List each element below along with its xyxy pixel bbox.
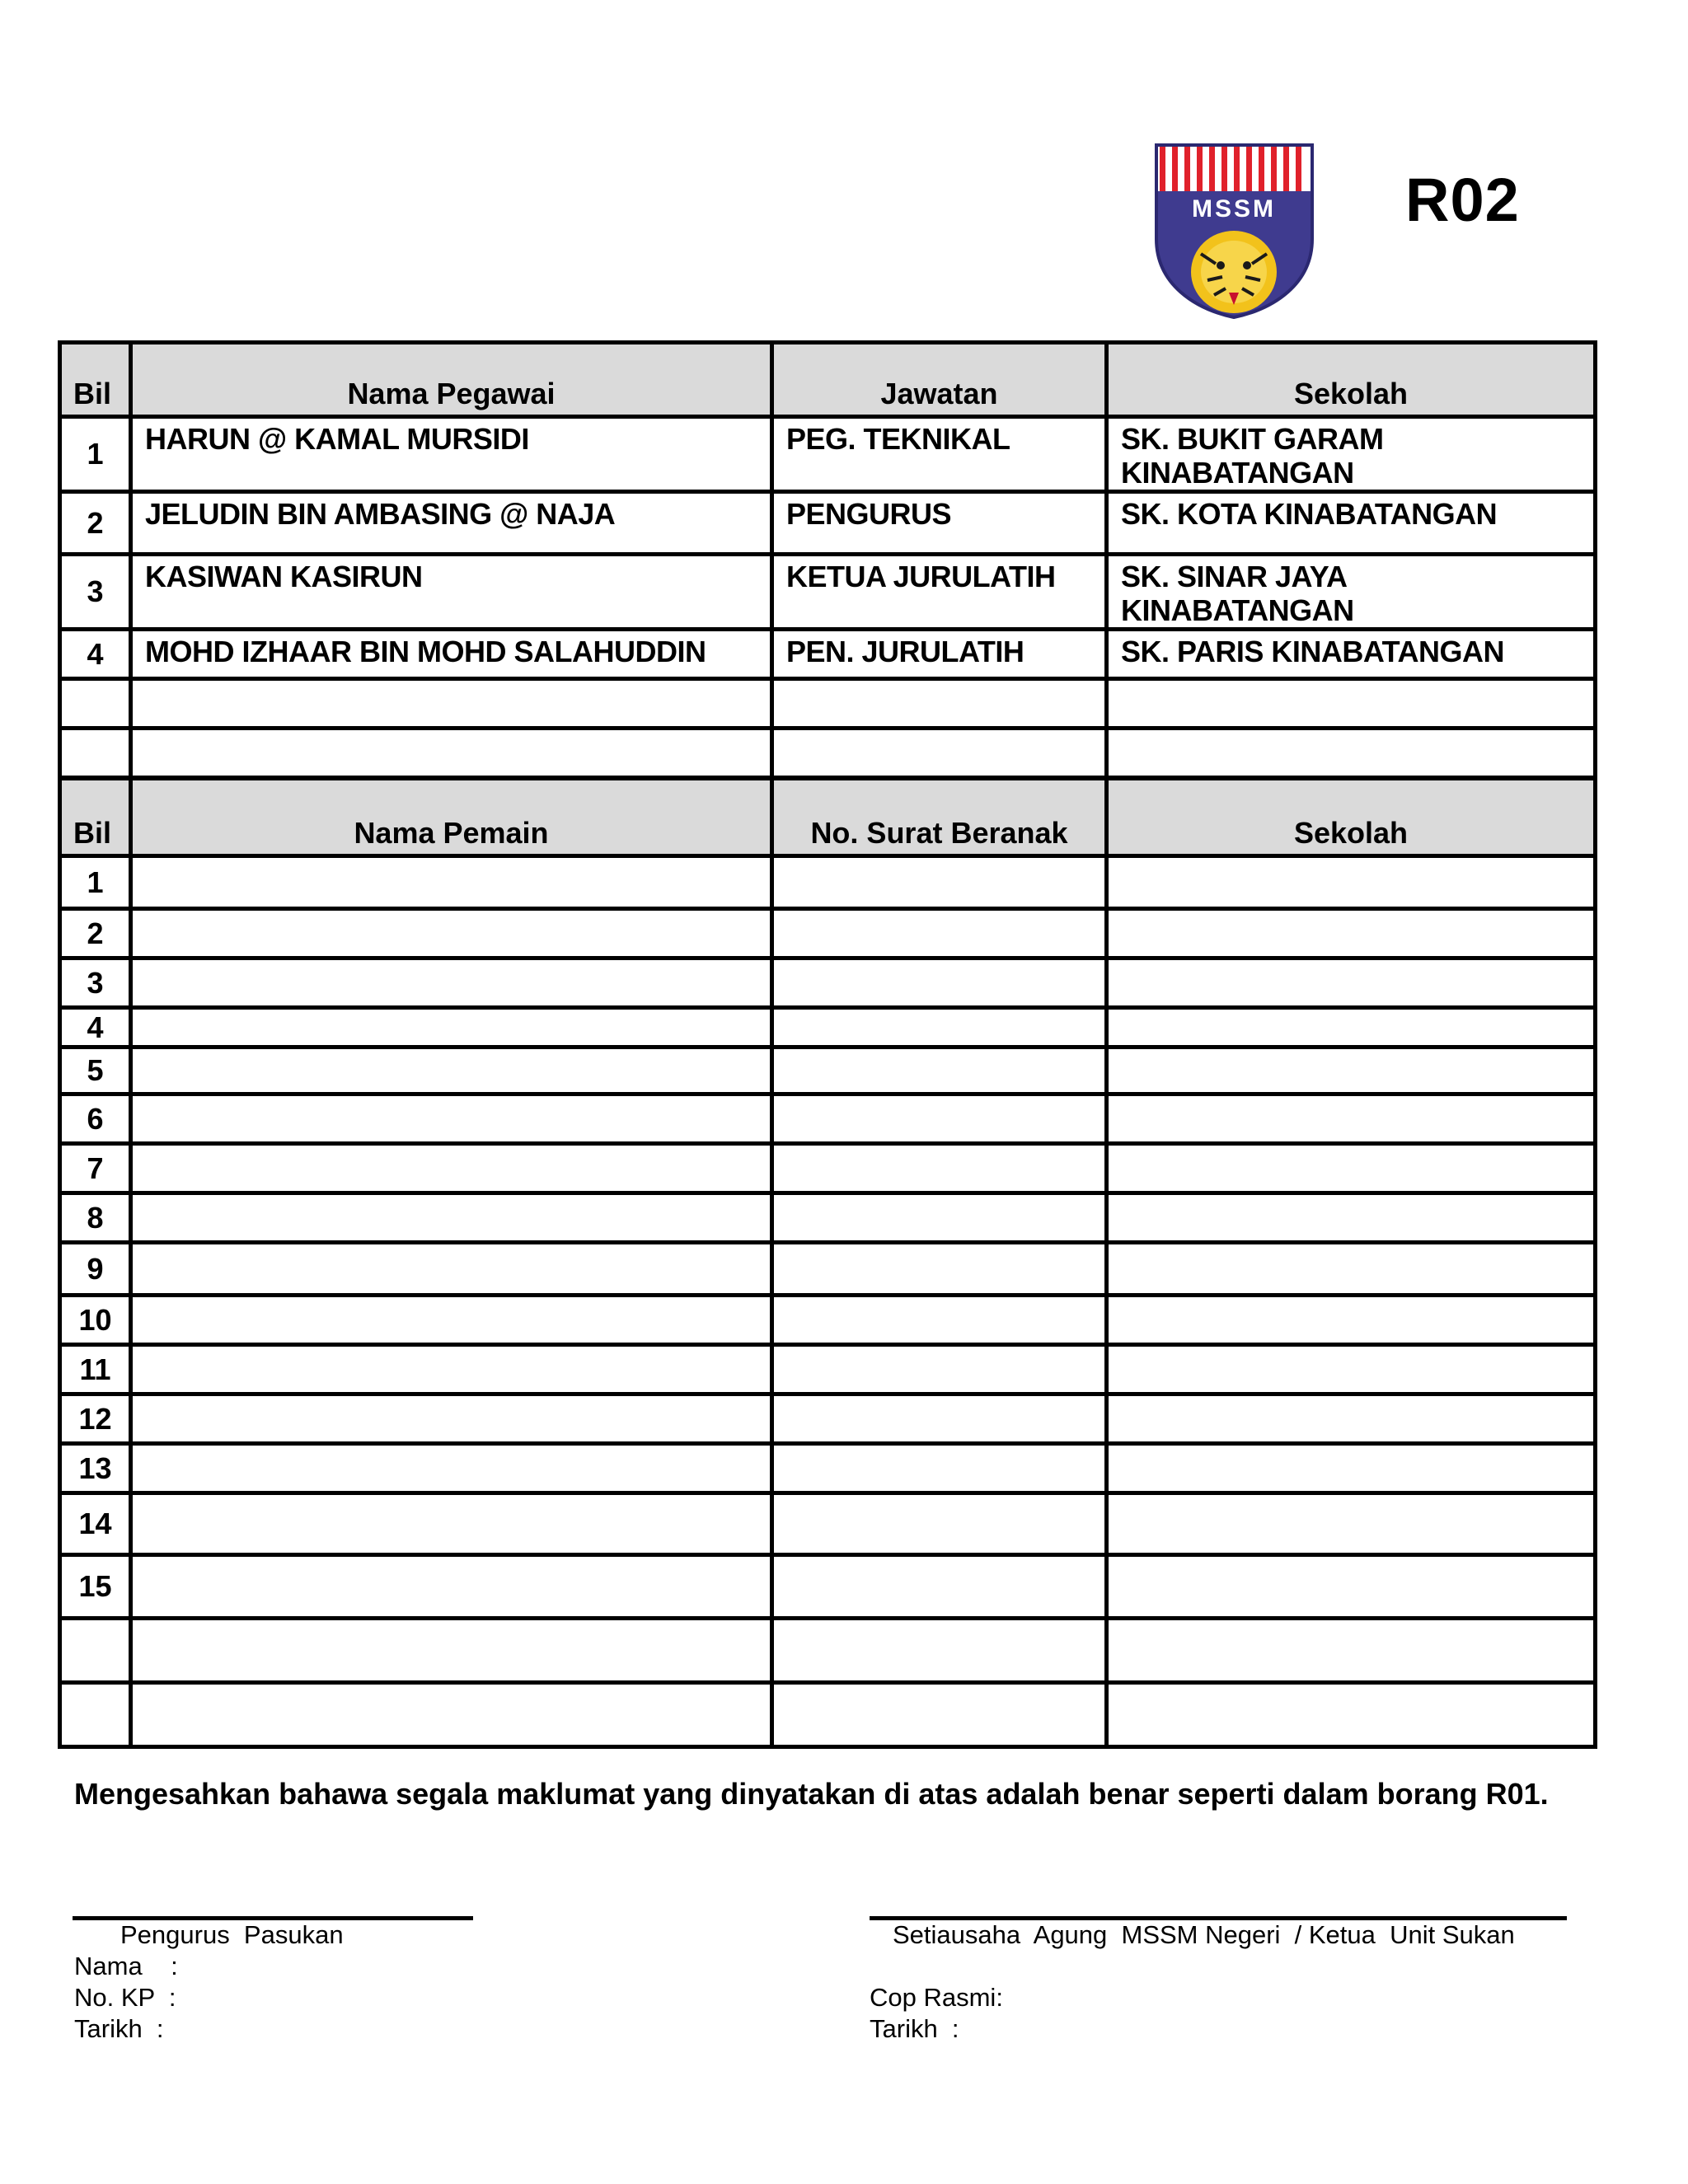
left-no-kp-label: No. KP : <box>74 1983 176 2012</box>
player-surat-cell[interactable] <box>772 1144 1107 1193</box>
player-nama-cell[interactable] <box>131 1555 772 1619</box>
player-nama-cell[interactable] <box>131 856 772 909</box>
officer-bil: 4 <box>60 630 131 679</box>
player-nama-cell[interactable] <box>131 1008 772 1047</box>
player-sekolah-cell[interactable] <box>1107 1243 1596 1296</box>
right-signature-title: Setiausaha Agung MSSM Negeri / Ketua Unit Sukan <box>893 1920 1515 1949</box>
officer-row <box>60 417 1596 492</box>
officer-jawatan[interactable]: PENGURUS <box>772 492 1107 555</box>
player-nama-cell[interactable] <box>131 909 772 958</box>
player-sekolah-cell[interactable] <box>1107 958 1596 1008</box>
mssm-logo <box>1150 140 1319 321</box>
header-bil: Bil <box>60 343 131 417</box>
player-surat-cell[interactable] <box>772 1047 1107 1094</box>
player-surat-cell[interactable] <box>772 1444 1107 1493</box>
player-surat-cell[interactable] <box>772 1243 1107 1296</box>
left-signature-title: Pengurus Pasukan <box>120 1920 344 1949</box>
officer-row <box>60 679 1596 729</box>
player-row <box>60 1555 1596 1619</box>
player-surat-cell[interactable] <box>772 1683 1107 1747</box>
header-nama-pemain: Nama Pemain <box>131 779 772 856</box>
player-nama-cell[interactable] <box>131 1144 772 1193</box>
player-surat-cell[interactable] <box>772 856 1107 909</box>
player-nama-cell[interactable] <box>131 1619 772 1683</box>
player-row <box>60 1683 1596 1747</box>
officer-bil: 1 <box>60 417 131 492</box>
form-code: R02 <box>1405 166 1520 234</box>
officer-sekolah[interactable] <box>1107 630 1596 679</box>
player-nama-cell[interactable] <box>131 1444 772 1493</box>
player-nama-cell[interactable] <box>131 1094 772 1144</box>
officer-nama[interactable]: JELUDIN BIN AMBASING @ NAJA <box>131 492 772 555</box>
players-header-row <box>60 779 1596 856</box>
left-tarikh-label: Tarikh : <box>74 2014 164 2043</box>
player-bil: 1 <box>60 856 131 909</box>
left-nama-label: Nama : <box>74 1952 178 1980</box>
player-nama-cell[interactable] <box>131 1683 772 1747</box>
officer-jawatan[interactable]: PEN. JURULATIH <box>772 630 1107 679</box>
player-row <box>60 1619 1596 1683</box>
player-row <box>60 1394 1596 1444</box>
header-jawatan: Jawatan <box>772 343 1107 417</box>
officer-sekolah[interactable] <box>1107 492 1596 555</box>
player-nama-cell[interactable] <box>131 1493 772 1555</box>
officer-bil <box>60 679 131 729</box>
player-surat-cell[interactable] <box>772 1555 1107 1619</box>
player-bil: 12 <box>60 1394 131 1444</box>
player-bil: 5 <box>60 1047 131 1094</box>
player-sekolah-cell[interactable] <box>1107 1094 1596 1144</box>
player-bil: 9 <box>60 1243 131 1296</box>
officer-sekolah-line: KINABATANGAN <box>1121 456 1354 490</box>
player-row <box>60 1296 1596 1345</box>
player-sekolah-cell[interactable] <box>1107 1394 1596 1444</box>
player-bil: 4 <box>60 1008 131 1047</box>
player-surat-cell[interactable] <box>772 1345 1107 1394</box>
player-sekolah-cell[interactable] <box>1107 1619 1596 1683</box>
officer-sekolah[interactable] <box>1107 729 1596 778</box>
player-surat-cell[interactable] <box>772 1493 1107 1555</box>
player-nama-cell[interactable] <box>131 958 772 1008</box>
player-bil: 10 <box>60 1296 131 1345</box>
players-table <box>58 776 1597 1749</box>
officer-nama[interactable]: KASIWAN KASIRUN <box>131 555 772 630</box>
officer-sekolah-line: SK. KOTA KINABATANGAN <box>1121 497 1498 531</box>
officer-row <box>60 729 1596 778</box>
officer-bil: 3 <box>60 555 131 630</box>
player-sekolah-cell[interactable] <box>1107 1193 1596 1243</box>
officer-nama[interactable]: MOHD IZHAAR BIN MOHD SALAHUDDIN <box>131 630 772 679</box>
player-surat-cell[interactable] <box>772 1094 1107 1144</box>
officer-row <box>60 492 1596 555</box>
player-surat-cell[interactable] <box>772 1193 1107 1243</box>
header-sekolah: Sekolah <box>1107 779 1596 856</box>
officer-jawatan[interactable]: KETUA JURULATIH <box>772 555 1107 630</box>
player-bil: 2 <box>60 909 131 958</box>
player-row <box>60 958 1596 1008</box>
officer-jawatan[interactable] <box>772 679 1107 729</box>
player-nama-cell[interactable] <box>131 1047 772 1094</box>
player-bil: 14 <box>60 1493 131 1555</box>
header-bil: Bil <box>60 779 131 856</box>
player-row <box>60 1345 1596 1394</box>
officer-sekolah-line: KINABATANGAN <box>1121 593 1354 627</box>
player-bil: 15 <box>60 1555 131 1619</box>
header-nama-pegawai: Nama Pegawai <box>131 343 772 417</box>
player-row <box>60 1008 1596 1047</box>
player-bil: 3 <box>60 958 131 1008</box>
officer-sekolah-line: SK. SINAR JAYA <box>1121 560 1348 593</box>
player-surat-cell[interactable] <box>772 1008 1107 1047</box>
player-bil <box>60 1619 131 1683</box>
player-sekolah-cell[interactable] <box>1107 856 1596 909</box>
player-bil: 11 <box>60 1345 131 1394</box>
player-nama-cell[interactable] <box>131 1296 772 1345</box>
player-sekolah-cell[interactable] <box>1107 1345 1596 1394</box>
player-surat-cell[interactable] <box>772 1394 1107 1444</box>
player-row <box>60 1047 1596 1094</box>
right-tarikh-label: Tarikh : <box>870 2014 959 2043</box>
player-bil: 8 <box>60 1193 131 1243</box>
officer-sekolah-line: SK. PARIS KINABATANGAN <box>1121 635 1504 668</box>
player-surat-cell[interactable] <box>772 958 1107 1008</box>
player-nama-cell[interactable] <box>131 1394 772 1444</box>
player-bil <box>60 1683 131 1747</box>
player-sekolah-cell[interactable] <box>1107 909 1596 958</box>
header-no-surat-beranak: No. Surat Beranak <box>772 779 1107 856</box>
player-surat-cell[interactable] <box>772 1296 1107 1345</box>
right-cop-rasmi-label: Cop Rasmi: <box>870 1983 1003 2012</box>
player-nama-cell[interactable] <box>131 1193 772 1243</box>
confirmation-statement: Mengesahkan bahawa segala maklumat yang dinyatakan di atas adalah benar seperti dalam borang R01. <box>74 1777 1549 1811</box>
player-sekolah-cell[interactable] <box>1107 1683 1596 1747</box>
player-row <box>60 909 1596 958</box>
player-row <box>60 856 1596 909</box>
player-sekolah-cell[interactable] <box>1107 1493 1596 1555</box>
officers-table <box>58 340 1597 780</box>
player-row <box>60 1243 1596 1296</box>
officer-sekolah[interactable] <box>1107 417 1596 492</box>
player-row <box>60 1444 1596 1493</box>
officer-nama[interactable] <box>131 729 772 778</box>
player-row <box>60 1094 1596 1144</box>
player-bil: 6 <box>60 1094 131 1144</box>
officer-row <box>60 630 1596 679</box>
player-bil: 7 <box>60 1144 131 1193</box>
player-row <box>60 1144 1596 1193</box>
player-bil: 13 <box>60 1444 131 1493</box>
player-sekolah-cell[interactable] <box>1107 1008 1596 1047</box>
player-nama-cell[interactable] <box>131 1345 772 1394</box>
officer-nama[interactable]: HARUN @ KAMAL MURSIDI <box>131 417 772 492</box>
player-sekolah-cell[interactable] <box>1107 1444 1596 1493</box>
player-sekolah-cell[interactable] <box>1107 1047 1596 1094</box>
header-sekolah: Sekolah <box>1107 343 1596 417</box>
player-sekolah-cell[interactable] <box>1107 1555 1596 1619</box>
officer-sekolah-line: SK. BUKIT GARAM <box>1121 422 1384 456</box>
officer-sekolah[interactable] <box>1107 555 1596 630</box>
officers-header-row <box>60 343 1596 417</box>
player-surat-cell[interactable] <box>772 909 1107 958</box>
player-row <box>60 1493 1596 1555</box>
officer-bil <box>60 729 131 778</box>
officer-row <box>60 555 1596 630</box>
player-nama-cell[interactable] <box>131 1243 772 1296</box>
officer-jawatan[interactable]: PEG. TEKNIKAL <box>772 417 1107 492</box>
player-sekolah-cell[interactable] <box>1107 1296 1596 1345</box>
officer-jawatan[interactable] <box>772 729 1107 778</box>
player-surat-cell[interactable] <box>772 1619 1107 1683</box>
logo-text: MSSM <box>1192 195 1276 223</box>
player-row <box>60 1193 1596 1243</box>
officer-sekolah[interactable] <box>1107 679 1596 729</box>
player-sekolah-cell[interactable] <box>1107 1144 1596 1193</box>
officer-nama[interactable] <box>131 679 772 729</box>
officer-bil: 2 <box>60 492 131 555</box>
